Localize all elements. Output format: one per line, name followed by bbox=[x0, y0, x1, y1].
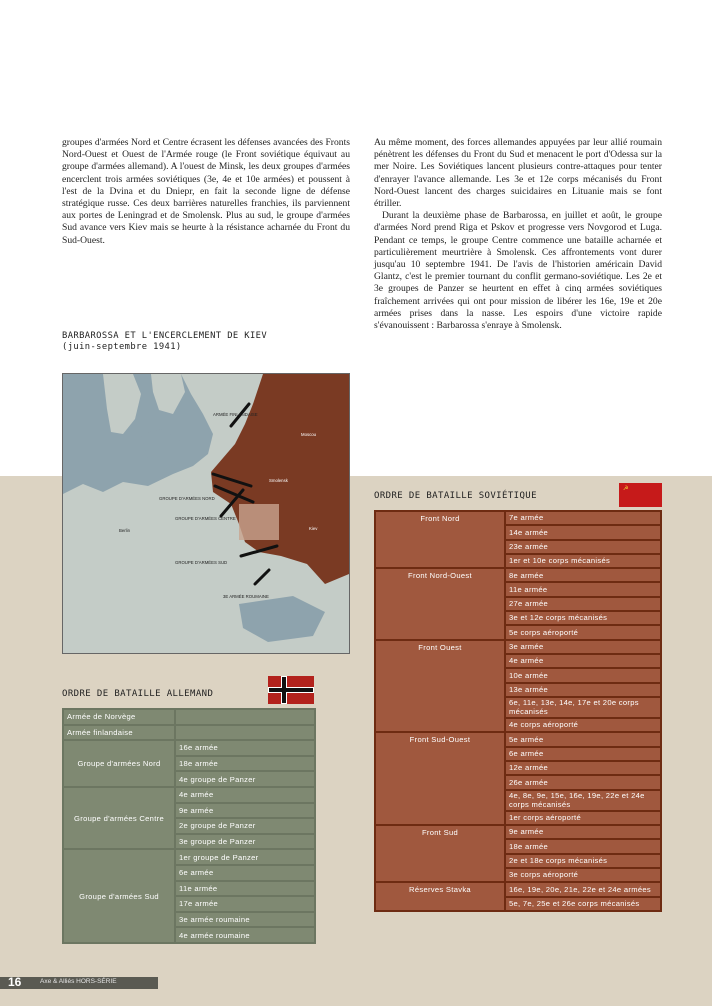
german-group-name: Groupe d'armées Centre bbox=[64, 788, 174, 848]
german-unit: 6e armée bbox=[176, 866, 314, 880]
left-paragraph: groupes d'armées Nord et Centre écrasent les défenses avancées des Fronts Nord-Ouest et Ouest de l'Armée rouge (le Front soviétique équivaut au groupe d'armées allemand). A l'ouest de Minsk, les deux groupes d'armées encerclent trois armées soviétiques (3e, 4e et 10e armées) et poussent à l'est de la Dvina et du Dniepr, en fait la seconde ligne de défense stratégique russe. Ces deux barrières naturelles franchies, ils parviennent aux portes de Leningrad et de Smolensk. Plus au sud, le groupe d'armées Sud avance vers Kiev mais se heurte à la résistance acharnée du Front du Sud-Ouest. bbox=[62, 137, 350, 246]
soviet-order-title: ORDRE DE BATAILLE SOVIÉTIQUE bbox=[374, 491, 537, 501]
german-flag-svg bbox=[268, 676, 314, 704]
german-standalone-army: Armée finlandaise bbox=[64, 726, 174, 740]
german-row bbox=[64, 788, 314, 802]
soviet-row bbox=[376, 512, 660, 524]
soviet-unit: 12e armée bbox=[506, 762, 660, 774]
german-unit: 2e groupe de Panzer bbox=[176, 819, 314, 833]
soviet-unit: 2e et 18e corps mécanisés bbox=[506, 855, 660, 867]
german-flag-h-inner bbox=[269, 688, 313, 692]
soviet-unit: 4e armée bbox=[506, 655, 660, 667]
europe-map bbox=[62, 373, 350, 654]
german-empty-cell bbox=[176, 710, 314, 724]
german-unit: 11e armée bbox=[176, 882, 314, 896]
german-unit: 3e armée roumaine bbox=[176, 913, 314, 927]
german-unit: 4e armée roumaine bbox=[176, 928, 314, 942]
map-label-smolensk: Smolensk bbox=[269, 478, 288, 483]
german-unit: 4e groupe de Panzer bbox=[176, 772, 314, 786]
german-unit: 4e armée bbox=[176, 788, 314, 802]
map-caption bbox=[62, 331, 352, 353]
soviet-unit: 4e, 8e, 9e, 15e, 16e, 19e, 22e et 24e corps mécanisés bbox=[506, 791, 660, 810]
soviet-flag bbox=[619, 483, 662, 507]
map-label-nord: GROUPE D'ARMÉES NORD bbox=[159, 496, 215, 501]
soviet-unit: 1er corps aéroporté bbox=[506, 812, 660, 824]
german-flag bbox=[268, 676, 314, 704]
hammer-sickle-icon: ☭ bbox=[623, 485, 629, 492]
soviet-unit: 18e armée bbox=[506, 840, 660, 852]
german-group-name: Groupe d'armées Nord bbox=[64, 741, 174, 786]
german-row bbox=[64, 741, 314, 755]
soviet-front-name: Front Nord bbox=[376, 512, 504, 567]
soviet-unit: 8e armée bbox=[506, 569, 660, 581]
map-label-roumaines: 3E ARMÉE ROUMAINE bbox=[223, 594, 269, 599]
publication-name: Axe & Alliés HORS-SÉRIE bbox=[40, 978, 117, 985]
soviet-unit: 1er et 10e corps mécanisés bbox=[506, 555, 660, 567]
soviet-unit: 11e armée bbox=[506, 583, 660, 595]
soviet-order-table bbox=[374, 510, 662, 912]
map-label-moscou: Moscou bbox=[301, 432, 317, 437]
soviet-unit: 9e armée bbox=[506, 826, 660, 838]
soviet-unit: 6e armée bbox=[506, 748, 660, 760]
left-text-column bbox=[62, 137, 350, 247]
german-order-tbody bbox=[64, 710, 314, 942]
map-label-berlin: Berlin bbox=[119, 528, 130, 533]
soviet-unit: 27e armée bbox=[506, 598, 660, 610]
soviet-unit: 3e et 12e corps mécanisés bbox=[506, 612, 660, 624]
german-row bbox=[64, 850, 314, 864]
german-empty-cell bbox=[176, 726, 314, 740]
german-unit: 9e armée bbox=[176, 804, 314, 818]
soviet-front-name: Réserves Stavka bbox=[376, 883, 504, 910]
soviet-row bbox=[376, 733, 660, 745]
soviet-unit: 6e, 11e, 13e, 14e, 17e et 20e corps mécanisés bbox=[506, 698, 660, 717]
german-order-title: ORDRE DE BATAILLE ALLEMAND bbox=[62, 689, 214, 699]
soviet-row bbox=[376, 641, 660, 653]
map-label-centre: GROUPE D'ARMÉES CENTRE bbox=[175, 516, 236, 521]
soviet-front-name: Front Nord-Ouest bbox=[376, 569, 504, 638]
german-unit: 3e groupe de Panzer bbox=[176, 835, 314, 849]
map-svg bbox=[63, 374, 349, 653]
right-paragraph-1: Au même moment, des forces allemandes appuyées par leur allié roumain pénètrent les défenses du Front du Sud et menacent le port d'Odessa sur la mer Noire. Les Soviétiques lancent plusieurs contre-attaques pour tenter d'enrayer l'avance allemande. Les 3e et 12e corps mécanisés du Front Nord-Ouest lancent des charges suicidaires en Lituanie mais se font étriller. bbox=[374, 137, 662, 210]
soviet-unit: 14e armée bbox=[506, 526, 660, 538]
soviet-row bbox=[376, 826, 660, 838]
map-kiev-pocket bbox=[239, 504, 279, 540]
soviet-unit: 13e armée bbox=[506, 684, 660, 696]
soviet-unit: 5e corps aéroporté bbox=[506, 626, 660, 638]
soviet-front-name: Front Sud-Ouest bbox=[376, 733, 504, 824]
soviet-row bbox=[376, 883, 660, 895]
map-label-finlande: ARMÉE FINLANDAISE bbox=[213, 412, 258, 417]
soviet-unit: 3e armée bbox=[506, 641, 660, 653]
map-label-kiev: Kiev bbox=[309, 526, 318, 531]
map-label-sud: GROUPE D'ARMÉES SUD bbox=[175, 560, 228, 565]
german-row bbox=[64, 726, 314, 740]
page-number: 16 bbox=[8, 975, 22, 989]
soviet-unit: 7e armée bbox=[506, 512, 660, 524]
soviet-unit: 26e armée bbox=[506, 776, 660, 788]
german-row bbox=[64, 710, 314, 724]
soviet-unit: 10e armée bbox=[506, 669, 660, 681]
soviet-front-name: Front Sud bbox=[376, 826, 504, 881]
soviet-unit: 3e corps aéroporté bbox=[506, 869, 660, 881]
german-standalone-army: Armée de Norvège bbox=[64, 710, 174, 724]
german-unit: 18e armée bbox=[176, 757, 314, 771]
right-text-column bbox=[374, 137, 662, 332]
soviet-unit: 4e corps aéroporté bbox=[506, 719, 660, 731]
soviet-row bbox=[376, 569, 660, 581]
german-flag-v-inner bbox=[282, 677, 286, 703]
soviet-unit: 5e armée bbox=[506, 733, 660, 745]
german-group-name: Groupe d'armées Sud bbox=[64, 850, 174, 942]
map-caption-title: BARBAROSSA ET L'ENCERCLEMENT DE KIEV bbox=[62, 331, 268, 341]
german-unit: 16e armée bbox=[176, 741, 314, 755]
german-unit: 17e armée bbox=[176, 897, 314, 911]
soviet-unit: 5e, 7e, 25e et 26e corps mécanisés bbox=[506, 898, 660, 910]
soviet-front-name: Front Ouest bbox=[376, 641, 504, 732]
soviet-unit: 16e, 19e, 20e, 21e, 22e et 24e armées bbox=[506, 883, 660, 895]
map-caption-dates: (juin-septembre 1941) bbox=[62, 342, 182, 352]
right-paragraph-2: Durant la deuxième phase de Barbarossa, en juillet et août, le groupe d'armées Nord prend Riga et Pskov et progresse vers Novgorod et Luga. Pendant ce temps, le groupe Centre commence une bataille acharnée et particulièrement meurtrière à Smolensk. Ces affrontements vont durer jusqu'au 10 septembre 1941. De l'avis de l'historien américain David Glantz, c'est le premier tournant du conflit germano-soviétique. Les 2e et 3e groupes de Panzer se heurtent en effet à cinq armées soviétiques fraîchement arrivées qui ont pour mission de libérer les 16e, 19e et 20e armées prises dans la nasse. Les espoirs d'une victoire rapide s'évanouissent : Barbarossa s'enraye à Smolensk. bbox=[374, 210, 662, 332]
soviet-order-tbody bbox=[376, 512, 660, 910]
german-order-table bbox=[62, 708, 316, 944]
german-unit: 1er groupe de Panzer bbox=[176, 850, 314, 864]
soviet-unit: 23e armée bbox=[506, 541, 660, 553]
